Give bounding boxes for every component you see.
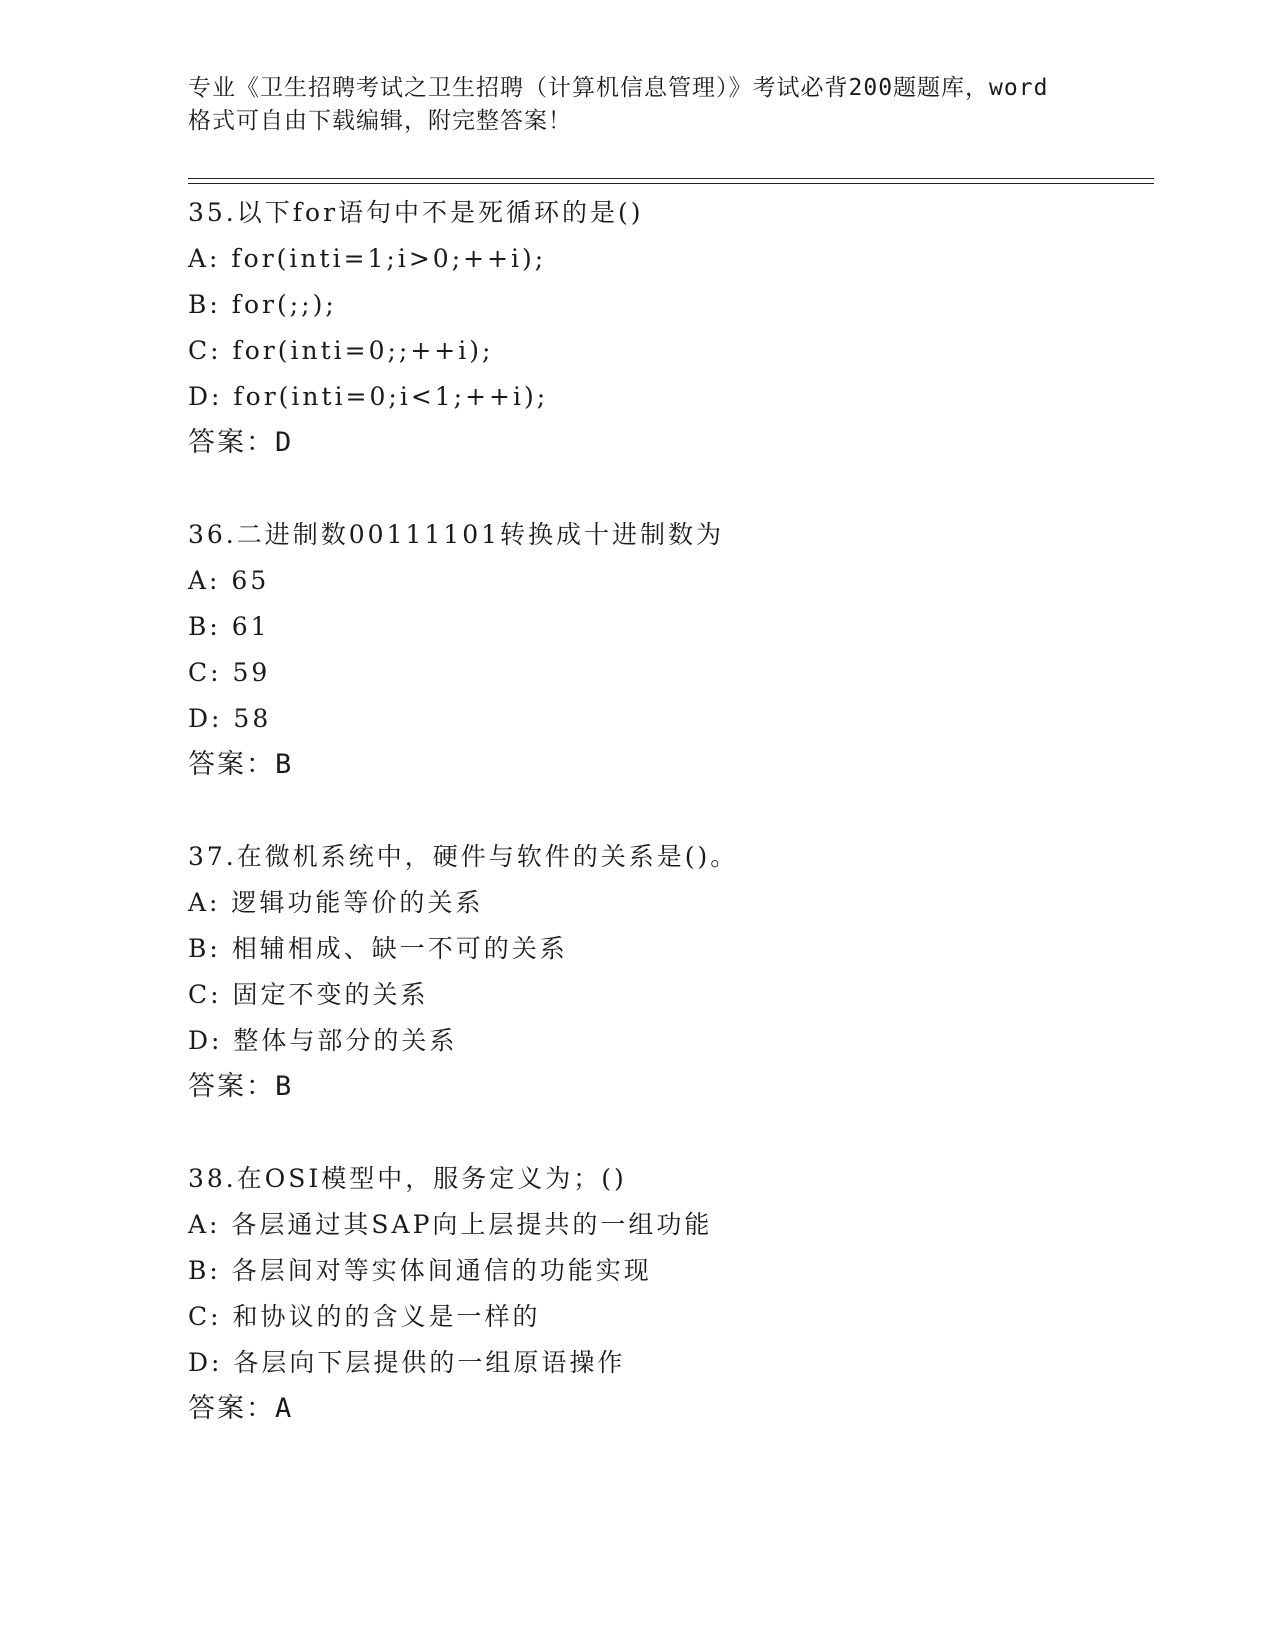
option-c: C: for(inti=0;;++i); bbox=[188, 336, 494, 365]
option-b: B: 各层间对等实体间通信的功能实现 bbox=[188, 1256, 652, 1285]
option-d: D: for(inti=0;i<1;++i); bbox=[188, 382, 549, 411]
question-stem: 37.在微机系统中，硬件与软件的关系是()。 bbox=[188, 842, 739, 871]
option-a: A: for(inti=1;i>0;++i); bbox=[188, 244, 547, 273]
header-line-1: 专业《卫生招聘考试之卫生招聘（计算机信息管理）》考试必背200题题库，word bbox=[188, 75, 1049, 101]
option-d: D: 58 bbox=[188, 704, 272, 733]
question-36 bbox=[188, 512, 1154, 788]
answer-label: 答案： bbox=[188, 1071, 275, 1102]
question-35 bbox=[188, 190, 1154, 466]
option-a: A: 65 bbox=[188, 566, 270, 595]
question-stem: 36.二进制数00111101转换成十进制数为 bbox=[188, 520, 725, 549]
answer-line bbox=[188, 1064, 1154, 1110]
document-header bbox=[188, 72, 1088, 138]
option-c: C: 固定不变的关系 bbox=[188, 980, 429, 1009]
option-c: C: 和协议的的含义是一样的 bbox=[188, 1302, 541, 1331]
header-divider-top bbox=[188, 178, 1154, 179]
question-38 bbox=[188, 1156, 1154, 1432]
answer-line bbox=[188, 1386, 1154, 1432]
answer-value: B bbox=[275, 1071, 294, 1102]
answer-value: A bbox=[275, 1393, 294, 1424]
question-37 bbox=[188, 834, 1154, 1110]
option-b: B: 相辅相成、缺一不可的关系 bbox=[188, 934, 568, 963]
option-d: D: 整体与部分的关系 bbox=[188, 1026, 458, 1055]
answer-label: 答案： bbox=[188, 427, 275, 458]
header-divider-bottom bbox=[188, 183, 1154, 184]
option-b: B: 61 bbox=[188, 612, 270, 641]
answer-label: 答案： bbox=[188, 749, 275, 780]
option-b: B: for(;;); bbox=[188, 290, 337, 319]
answer-line bbox=[188, 420, 1154, 466]
answer-line bbox=[188, 742, 1154, 788]
answer-value: D bbox=[275, 427, 294, 458]
question-list bbox=[188, 190, 1154, 1478]
option-a: A: 各层通过其SAP向上层提共的一组功能 bbox=[188, 1210, 713, 1239]
answer-label: 答案： bbox=[188, 1393, 275, 1424]
option-d: D: 各层向下层提供的一组原语操作 bbox=[188, 1348, 626, 1377]
option-a: A: 逻辑功能等价的关系 bbox=[188, 888, 484, 917]
question-stem: 35.以下for语句中不是死循环的是() bbox=[188, 198, 644, 227]
option-c: C: 59 bbox=[188, 658, 271, 687]
question-stem: 38.在OSI模型中，服务定义为；() bbox=[188, 1164, 627, 1193]
answer-value: B bbox=[275, 749, 294, 780]
header-line-2: 格式可自由下载编辑，附完整答案！ bbox=[188, 108, 572, 134]
